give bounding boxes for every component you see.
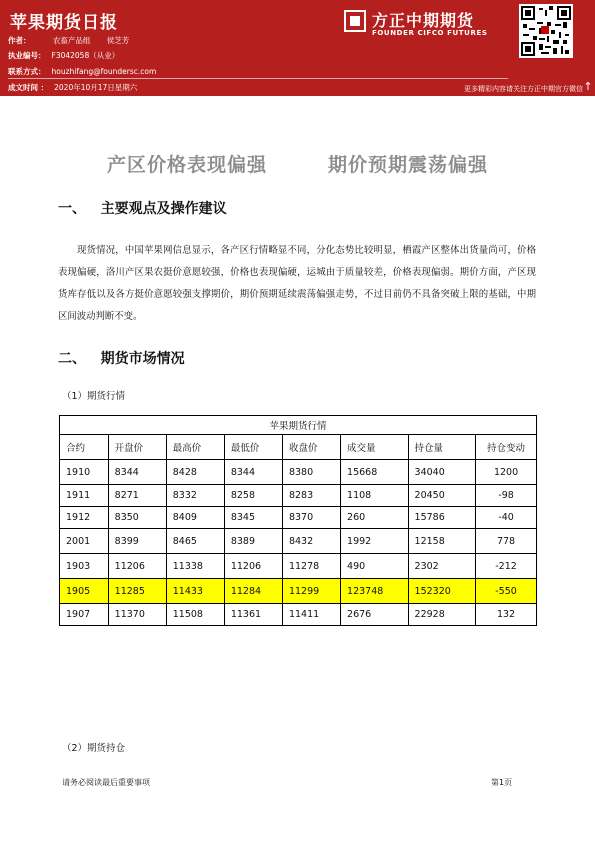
table-cell: 132 bbox=[476, 604, 537, 626]
report-title: 苹果期货日报 bbox=[10, 13, 118, 33]
table-cell: 260 bbox=[341, 507, 409, 529]
column-header: 合约 bbox=[60, 435, 109, 460]
contact-label: 联系方式： bbox=[8, 67, 46, 76]
table-cell: 11285 bbox=[108, 579, 166, 604]
follow-wechat-note: 更多精彩内容请关注方正中期官方微信 bbox=[464, 85, 583, 93]
table-cell: 8283 bbox=[282, 485, 340, 507]
author-group: 农畜产品组 bbox=[52, 36, 91, 45]
table-cell: -40 bbox=[476, 507, 537, 529]
column-header: 持仓变动 bbox=[476, 435, 537, 460]
license-value: F3042058（从业） bbox=[51, 51, 120, 60]
author-line bbox=[8, 36, 129, 46]
table-caption: 苹果期货行情 bbox=[60, 416, 537, 435]
footer-disclaimer: 请务必阅读最后重要事项 bbox=[62, 778, 150, 787]
subheading-futures-positions: （2）期货持仓 bbox=[62, 743, 126, 754]
table-cell: 2676 bbox=[341, 604, 409, 626]
column-header: 开盘价 bbox=[108, 435, 166, 460]
column-header: 成交量 bbox=[341, 435, 409, 460]
table-cell: 22928 bbox=[408, 604, 476, 626]
table-cell: 2001 bbox=[60, 529, 109, 554]
table-cell: 1992 bbox=[341, 529, 409, 554]
subheading-futures-quotes: （1）期货行情 bbox=[62, 391, 126, 402]
table-cell: 8271 bbox=[108, 485, 166, 507]
column-header: 收盘价 bbox=[282, 435, 340, 460]
table-row bbox=[60, 507, 537, 529]
column-header: 最高价 bbox=[166, 435, 224, 460]
arrow-up-icon: ↑ bbox=[583, 80, 593, 93]
table-cell: 1200 bbox=[476, 460, 537, 485]
table-cell: 8370 bbox=[282, 507, 340, 529]
table-cell: 8350 bbox=[108, 507, 166, 529]
table-cell: 11370 bbox=[108, 604, 166, 626]
author-label: 作者： bbox=[8, 36, 31, 45]
table-cell: 1907 bbox=[60, 604, 109, 626]
company-logo bbox=[344, 8, 509, 42]
date-label: 成文时间 ： bbox=[8, 83, 49, 92]
table-cell: 11338 bbox=[166, 554, 224, 579]
table-cell: 11299 bbox=[282, 579, 340, 604]
table-cell: 2302 bbox=[408, 554, 476, 579]
table-row bbox=[60, 604, 537, 626]
table-cell: 8432 bbox=[282, 529, 340, 554]
table-cell: -212 bbox=[476, 554, 537, 579]
table-cell: 1903 bbox=[60, 554, 109, 579]
table-cell: 15786 bbox=[408, 507, 476, 529]
table-cell: 11206 bbox=[224, 554, 282, 579]
table-cell: 11284 bbox=[224, 579, 282, 604]
table-cell: 34040 bbox=[408, 460, 476, 485]
meta-divider bbox=[8, 78, 508, 79]
page-number: 第1页 bbox=[491, 778, 513, 787]
table-cell: 11278 bbox=[282, 554, 340, 579]
license-label: 执业编号： bbox=[8, 51, 46, 60]
table-cell: 12158 bbox=[408, 529, 476, 554]
table-cell: 8258 bbox=[224, 485, 282, 507]
table-cell: -550 bbox=[476, 579, 537, 604]
table-cell: 1910 bbox=[60, 460, 109, 485]
logo-en-text: FOUNDER CIFCO FUTURES bbox=[372, 29, 488, 37]
table-header-row bbox=[60, 435, 537, 460]
table-row bbox=[60, 554, 537, 579]
table-cell: 1912 bbox=[60, 507, 109, 529]
license-line bbox=[8, 51, 119, 61]
table-cell: 20450 bbox=[408, 485, 476, 507]
table-row bbox=[60, 485, 537, 507]
table-cell: -98 bbox=[476, 485, 537, 507]
table-cell: 11433 bbox=[166, 579, 224, 604]
author-name: 侯芝芳 bbox=[106, 36, 130, 45]
date-value: 2020年10月17日星期六 bbox=[54, 83, 138, 92]
table-caption-row bbox=[60, 416, 537, 435]
table-cell: 8428 bbox=[166, 460, 224, 485]
table-cell: 15668 bbox=[341, 460, 409, 485]
table-row bbox=[60, 529, 537, 554]
table-cell: 8345 bbox=[224, 507, 282, 529]
table-cell: 1911 bbox=[60, 485, 109, 507]
table-cell: 8409 bbox=[166, 507, 224, 529]
table-cell: 152320 bbox=[408, 579, 476, 604]
column-header: 持仓量 bbox=[408, 435, 476, 460]
date-line bbox=[8, 83, 137, 93]
table-cell: 8344 bbox=[224, 460, 282, 485]
logo-cn-text: 方正中期期货 bbox=[372, 11, 475, 30]
table-cell: 11206 bbox=[108, 554, 166, 579]
logo-mark-icon bbox=[344, 10, 366, 32]
section-title-viewpoints: 一、 主要观点及操作建议 bbox=[58, 201, 227, 217]
table-row-highlighted bbox=[60, 579, 537, 604]
header-banner bbox=[0, 0, 595, 96]
futures-quote-table bbox=[59, 415, 537, 626]
table-cell: 1108 bbox=[341, 485, 409, 507]
report-headline: 产区价格表现偏强 期价预期震荡偏强 bbox=[107, 154, 488, 176]
qr-code-icon bbox=[519, 4, 573, 58]
table-cell: 8344 bbox=[108, 460, 166, 485]
table-cell: 11411 bbox=[282, 604, 340, 626]
contact-email[interactable]: houzhifang@foundersc.com bbox=[51, 67, 157, 76]
table-cell: 1905 bbox=[60, 579, 109, 604]
table-cell: 778 bbox=[476, 529, 537, 554]
column-header: 最低价 bbox=[224, 435, 282, 460]
table-cell: 11508 bbox=[166, 604, 224, 626]
table-cell: 11361 bbox=[224, 604, 282, 626]
contact-line bbox=[8, 67, 156, 77]
table-cell: 8332 bbox=[166, 485, 224, 507]
table-cell: 8465 bbox=[166, 529, 224, 554]
table-cell: 8389 bbox=[224, 529, 282, 554]
viewpoint-paragraph: 现货情况，中国苹果网信息显示，各产区行情略显不同，分化态势比较明显，栖霞产区整体出货量尚可，价格表现偏硬，洛川产区果农挺价意愿较强，价格也表现偏硬，运城由于质量较差，价格表现偏弱。期价方面，产区现货库存低以及各方挺价意愿较强支撑期价，期价预期延续震荡偏强走势，不过目前仍不具备突破上限的基础，中期区间波动判断不变。 bbox=[58, 245, 536, 322]
table-row bbox=[60, 460, 537, 485]
table-cell: 8380 bbox=[282, 460, 340, 485]
table-cell: 490 bbox=[341, 554, 409, 579]
table-cell: 8399 bbox=[108, 529, 166, 554]
table-cell: 123748 bbox=[341, 579, 409, 604]
section-title-market: 二、 期货市场情况 bbox=[58, 351, 185, 367]
